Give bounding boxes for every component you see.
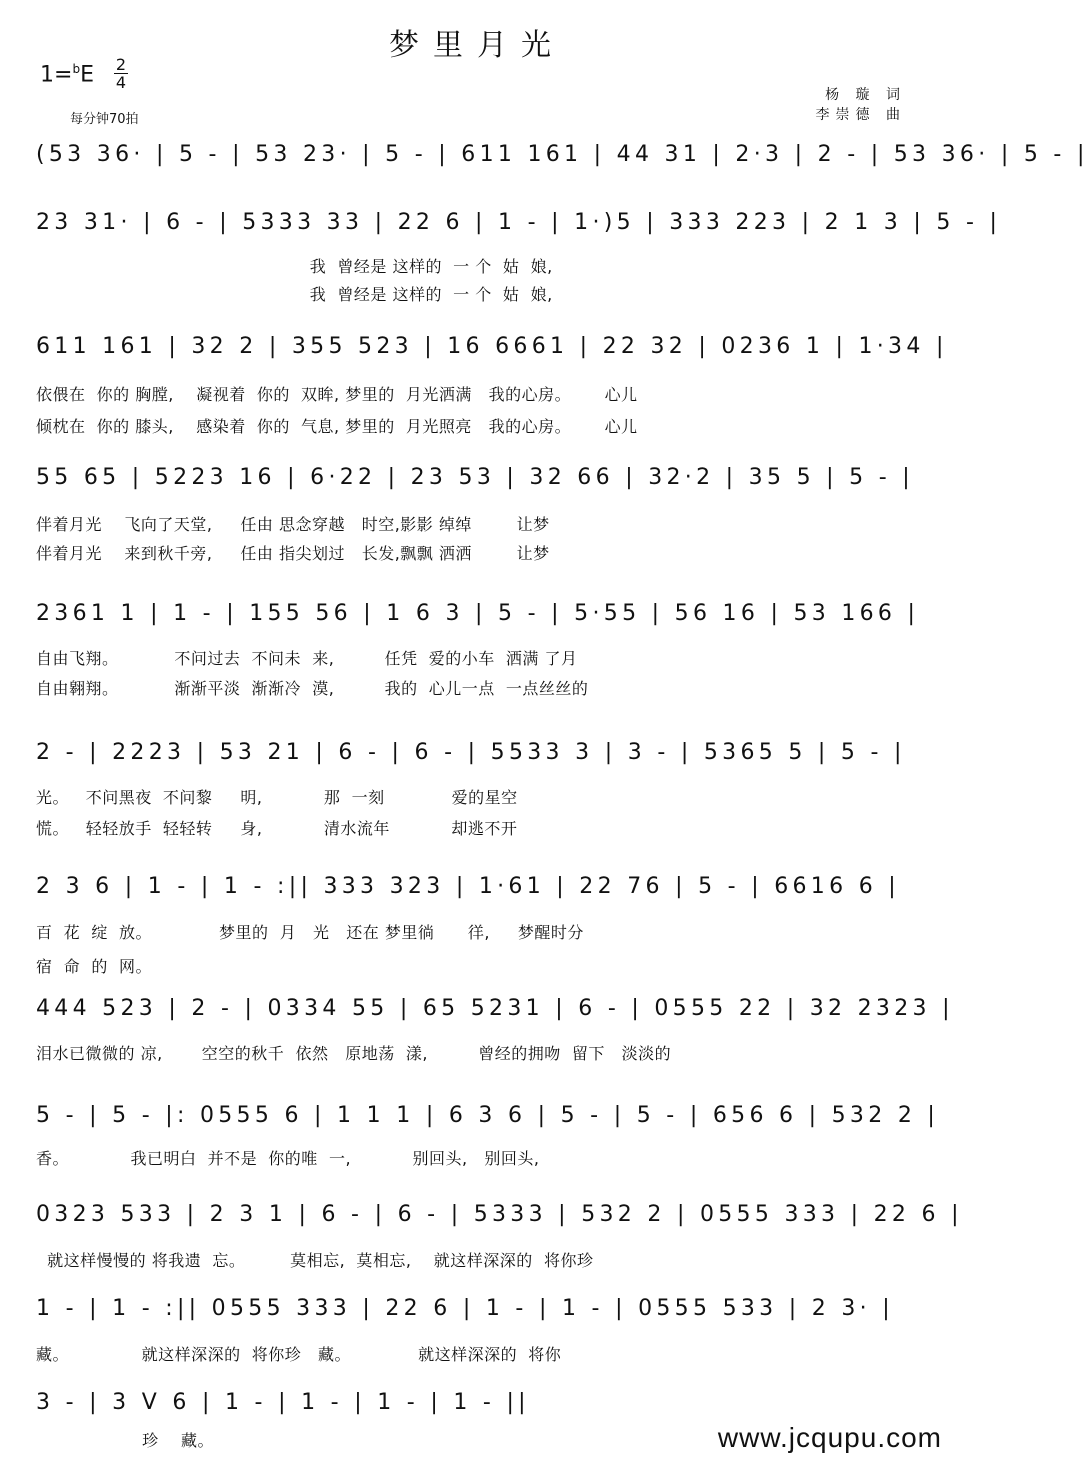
notation-line: (53 36· | 5 - | 53 23· | 5 - | 611 161 | 44 31 | 2·3 | 2 - | 53 36· | 5 - | bbox=[36, 142, 1089, 167]
notation-line: 0323 533 | 2 3 1 | 6 - | 6 - | 5333 | 532 2 | 0555 333 | 22 6 | bbox=[36, 1202, 963, 1227]
time-signature bbox=[112, 56, 130, 91]
lyric-line: 我 曾经是 这样的 一 个 姑 娘, bbox=[36, 257, 553, 276]
notation-line: 5 - | 5 - |: 0555 6 | 1 1 1 | 6 3 6 | 5 - | 5 - | 656 6 | 532 2 | bbox=[36, 1103, 940, 1128]
composer-credit: 李崇德 曲 bbox=[815, 107, 906, 123]
notation-line: 1 - | 1 - :|| 0555 333 | 22 6 | 1 - | 1 - | 0555 533 | 2 3· | bbox=[36, 1296, 894, 1321]
website-watermark: www.jcqupu.com bbox=[717, 1422, 942, 1453]
lyric-line: 依偎在 你的 胸膛, 凝视着 你的 双眸, 梦里的 月光洒满 我的心房。 心儿 bbox=[36, 385, 638, 404]
notation-line: 2361 1 | 1 - | 155 56 | 1 6 3 | 5 - | 5·55 | 56 16 | 53 166 | bbox=[36, 601, 920, 626]
notation-line: 444 523 | 2 - | 0334 55 | 65 5231 | 6 - | 0555 22 | 32 2323 | bbox=[36, 996, 954, 1021]
lyric-line: 藏。 就这样深深的 将你珍 藏。 就这样深深的 将你 bbox=[36, 1345, 562, 1364]
notation-line: 2 - | 2223 | 53 21 | 6 - | 6 - | 5533 3 | 3 - | 5365 5 | 5 - | bbox=[36, 740, 906, 765]
notation-line: 611 161 | 32 2 | 355 523 | 16 6661 | 22 32 | 0236 1 | 1·34 | bbox=[36, 334, 948, 359]
lyric-line: 伴着月光 飞向了天堂, 任由 思念穿越 时空,影影 绰绰 让梦 bbox=[36, 515, 550, 534]
lyricist-credit: 杨 璇 词 bbox=[825, 87, 906, 103]
lyric-line: 慌。 轻轻放手 轻轻转 身, 清水流年 却逃不开 bbox=[36, 819, 518, 838]
meter-numerator: 2 bbox=[115, 55, 127, 74]
lyric-line: 宿 命 的 网。 bbox=[36, 957, 153, 976]
lyric-line: 光。 不问黑夜 不问黎 明, 那 一刻 爱的星空 bbox=[36, 788, 518, 807]
lyric-line: 就这样慢慢的 将我遗 忘。 莫相忘, 莫相忘, 就这样深深的 将你珍 bbox=[36, 1251, 594, 1270]
tempo-marking: 每分钟70拍 bbox=[70, 112, 139, 127]
lyric-line: 自由翱翔。 渐渐平淡 渐渐冷 漠, 我的 心儿一点 一点丝丝的 bbox=[36, 679, 589, 698]
notation-line: 2 3 6 | 1 - | 1 - :|| 333 323 | 1·61 | 22 76 | 5 - | 6616 6 | bbox=[36, 874, 901, 899]
lyric-line: 泪水已微微的 凉, 空空的秋千 依然 原地荡 漾, 曾经的拥吻 留下 淡淡的 bbox=[36, 1044, 672, 1063]
lyric-line: 自由飞翔。 不问过去 不问未 来, 任凭 爱的小车 洒满 了月 bbox=[36, 649, 578, 668]
flat-sign: b bbox=[72, 62, 81, 76]
notation-line: 3 - | 3 V 6 | 1 - | 1 - | 1 - | 1 - || bbox=[36, 1390, 530, 1415]
lyric-line: 伴着月光 来到秋千旁, 任由 指尖划过 长发,飘飘 洒洒 让梦 bbox=[36, 544, 550, 563]
song-title: 梦里月光 bbox=[389, 28, 565, 63]
meter-denominator: 4 bbox=[115, 73, 127, 92]
key-prefix: 1= bbox=[40, 62, 73, 88]
notation-line: 55 65 | 5223 16 | 6·22 | 23 53 | 32 66 | 32·2 | 35 5 | 5 - | bbox=[36, 465, 914, 490]
lyric-line: 珍 藏。 bbox=[36, 1431, 214, 1450]
lyric-line: 百 花 绽 放。 梦里的 月 光 还在 梦里徜 徉, 梦醒时分 bbox=[36, 923, 584, 942]
key-signature bbox=[40, 62, 94, 87]
lyric-line: 香。 我已明白 并不是 你的唯 一, 别回头, 别回头, bbox=[36, 1149, 540, 1168]
lyric-line: 倾枕在 你的 膝头, 感染着 你的 气息, 梦里的 月光照亮 我的心房。 心儿 bbox=[36, 417, 638, 436]
key-note: E bbox=[80, 62, 94, 88]
notation-line: 23 31· | 6 - | 5333 33 | 22 6 | 1 - | 1·)5 | 333 223 | 2 1 3 | 5 - | bbox=[36, 210, 1002, 235]
lyric-line: 我 曾经是 这样的 一 个 姑 娘, bbox=[36, 285, 553, 304]
